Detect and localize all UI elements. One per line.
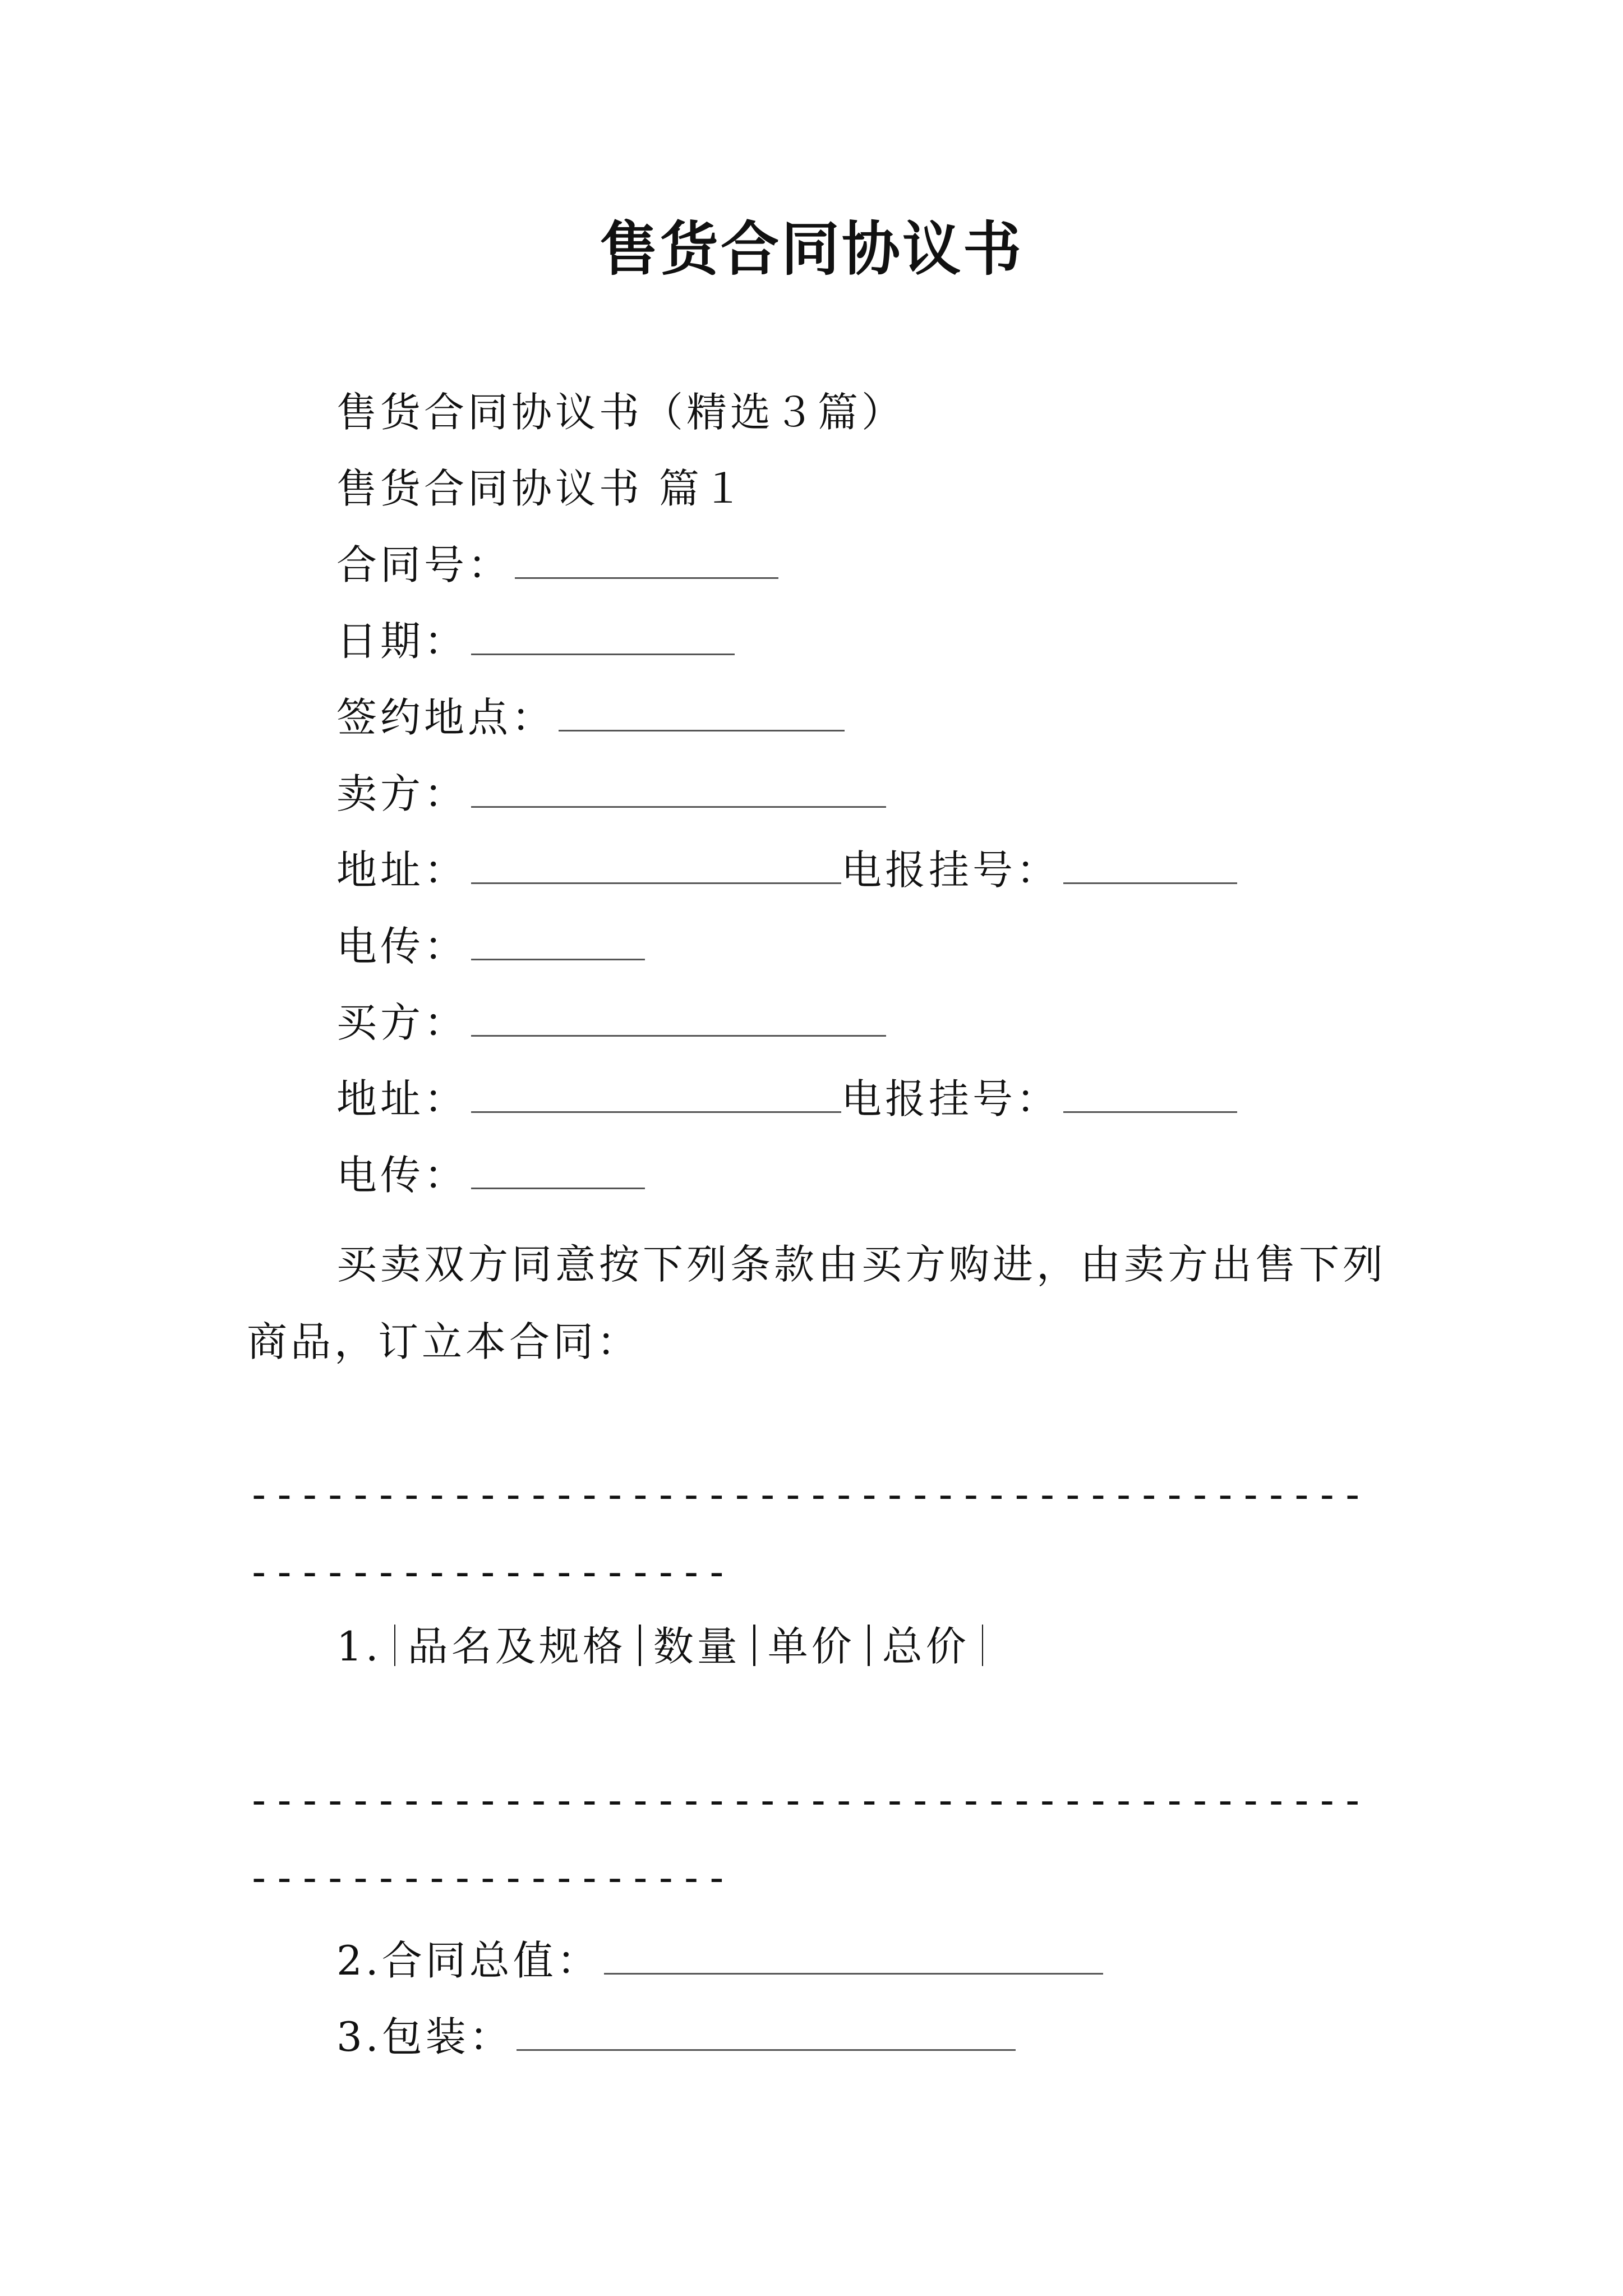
table-col-unit-price: 单价 <box>767 1623 855 1670</box>
buyer-label: 买方： <box>336 999 468 1046</box>
buyer-address-label: 地址： <box>336 1075 468 1122</box>
seller-address-label: 地址： <box>336 846 468 894</box>
field-buyer-fax <box>336 1144 645 1206</box>
clause-package-label: 3.包装： <box>336 2013 513 2060</box>
buyer-fax-blank <box>471 1177 645 1189</box>
table-divider <box>753 1625 755 1666</box>
table-col-name-spec: 品名及规格 <box>407 1623 626 1670</box>
seller-blank <box>471 796 886 808</box>
field-buyer-address <box>336 1068 1237 1130</box>
seller-fax-blank <box>471 949 645 960</box>
seller-telegram-label: 电报挂号： <box>841 846 1061 894</box>
field-seller <box>336 763 886 825</box>
seller-label: 卖方： <box>336 770 468 817</box>
seller-fax-label: 电传： <box>336 923 468 970</box>
place-blank <box>559 720 845 731</box>
intro-paragraph: 买卖双方同意按下列条款由买方购进，由卖方出售下列商品，订立本合同： <box>247 1241 1387 1365</box>
field-date <box>336 610 735 672</box>
table-item-number: 1. <box>336 1623 382 1670</box>
field-seller-fax <box>336 915 645 977</box>
goods-table-header <box>336 1616 995 1677</box>
table-divider <box>982 1625 983 1666</box>
table-divider <box>868 1625 870 1666</box>
field-contract-no <box>336 534 778 596</box>
field-place <box>336 687 845 748</box>
table-col-quantity: 数量 <box>653 1623 741 1670</box>
date-blank <box>471 643 735 655</box>
clause-total-blank <box>604 1963 1103 1975</box>
buyer-address-blank <box>471 1101 841 1113</box>
buyer-blank <box>471 1025 886 1037</box>
table-divider <box>394 1625 395 1666</box>
contract-no-label: 合同号： <box>336 541 512 588</box>
seller-address-blank <box>471 872 841 884</box>
subtitle: 售货合同协议书（精选３篇） <box>336 389 906 436</box>
document-title: 售货合同协议书 <box>599 214 1023 283</box>
buyer-fax-label: 电传： <box>336 1152 468 1199</box>
table-col-total-price: 总价 <box>882 1623 970 1670</box>
clause-total-label: 2.合同总值： <box>336 1937 601 1984</box>
clause-total-value <box>336 1930 1103 1991</box>
date-label: 日期： <box>336 618 468 665</box>
seller-telegram-blank <box>1063 872 1237 884</box>
field-buyer <box>336 992 886 1053</box>
clause-packaging <box>336 2006 1016 2068</box>
place-label: 签约地点： <box>336 694 556 741</box>
dash-separator-2: --------------------------------------------------------------- <box>247 1777 1366 1901</box>
field-seller-address <box>336 839 1237 901</box>
section-heading: 售货合同协议书 篇１ <box>336 465 746 512</box>
contract-no-blank <box>515 567 778 579</box>
table-divider <box>639 1625 641 1666</box>
clause-package-blank <box>517 2039 1016 2051</box>
buyer-telegram-blank <box>1063 1101 1237 1113</box>
dash-separator-1: --------------------------------------------------------------- <box>247 1471 1366 1595</box>
buyer-telegram-label: 电报挂号： <box>841 1075 1061 1122</box>
